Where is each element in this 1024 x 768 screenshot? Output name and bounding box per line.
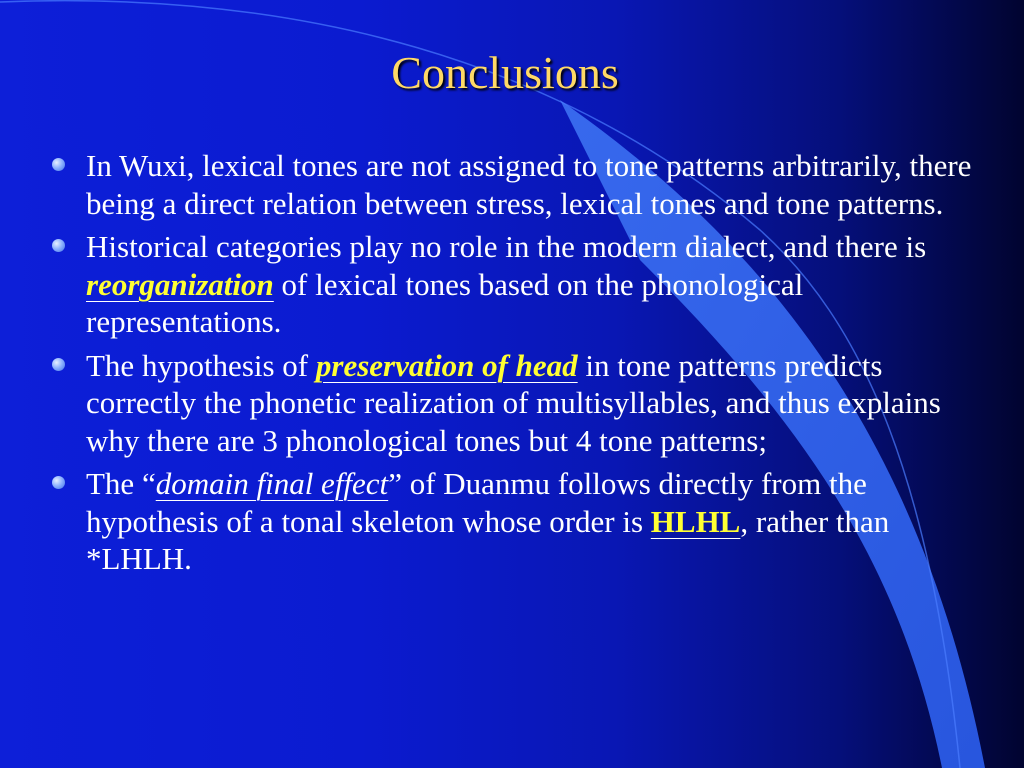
bullet-list	[48, 147, 978, 584]
bullet-item	[48, 228, 978, 341]
bullet-dot-icon	[52, 476, 65, 489]
bullet-text: ” of Duanmu follows directly from the hypothesis of a tonal skeleton whose order is	[86, 466, 867, 539]
bullet-text: of lexical tones based on the phonological representations.	[86, 266, 804, 339]
bullet-dot-icon	[52, 158, 65, 171]
emphasis-link[interactable]: domain final effect	[155, 466, 389, 501]
bullet-text: The hypothesis of	[86, 347, 316, 383]
bullet-text: in tone patterns predicts correctly the phonetic realization of multisyllables, and thus explains why there are 3 phonological tones but 4 tone patterns;	[86, 347, 941, 458]
bullet-text: Historical categories play no role in the modern dialect, and there is	[86, 229, 927, 264]
bullet-text: , rather than *LHLH.	[86, 503, 890, 576]
emphasis-link[interactable]: preservation of head	[315, 347, 578, 383]
slide-title: Conclusions	[391, 47, 619, 98]
bullet-dot-icon	[52, 358, 65, 371]
bullet-dot-icon	[52, 239, 65, 252]
bullet-text: In Wuxi, lexical tones are not assigned to tone patterns arbitrarily, there being a direct relation between stress, lexical tones and tone patterns.	[86, 148, 972, 221]
bullet-text: The “	[86, 466, 156, 501]
bullet-item	[48, 465, 978, 578]
emphasis-link[interactable]: reorganization	[86, 266, 274, 302]
emphasis-link[interactable]: HLHL	[650, 503, 741, 539]
bullet-item	[48, 347, 978, 460]
bullet-item	[48, 147, 978, 222]
